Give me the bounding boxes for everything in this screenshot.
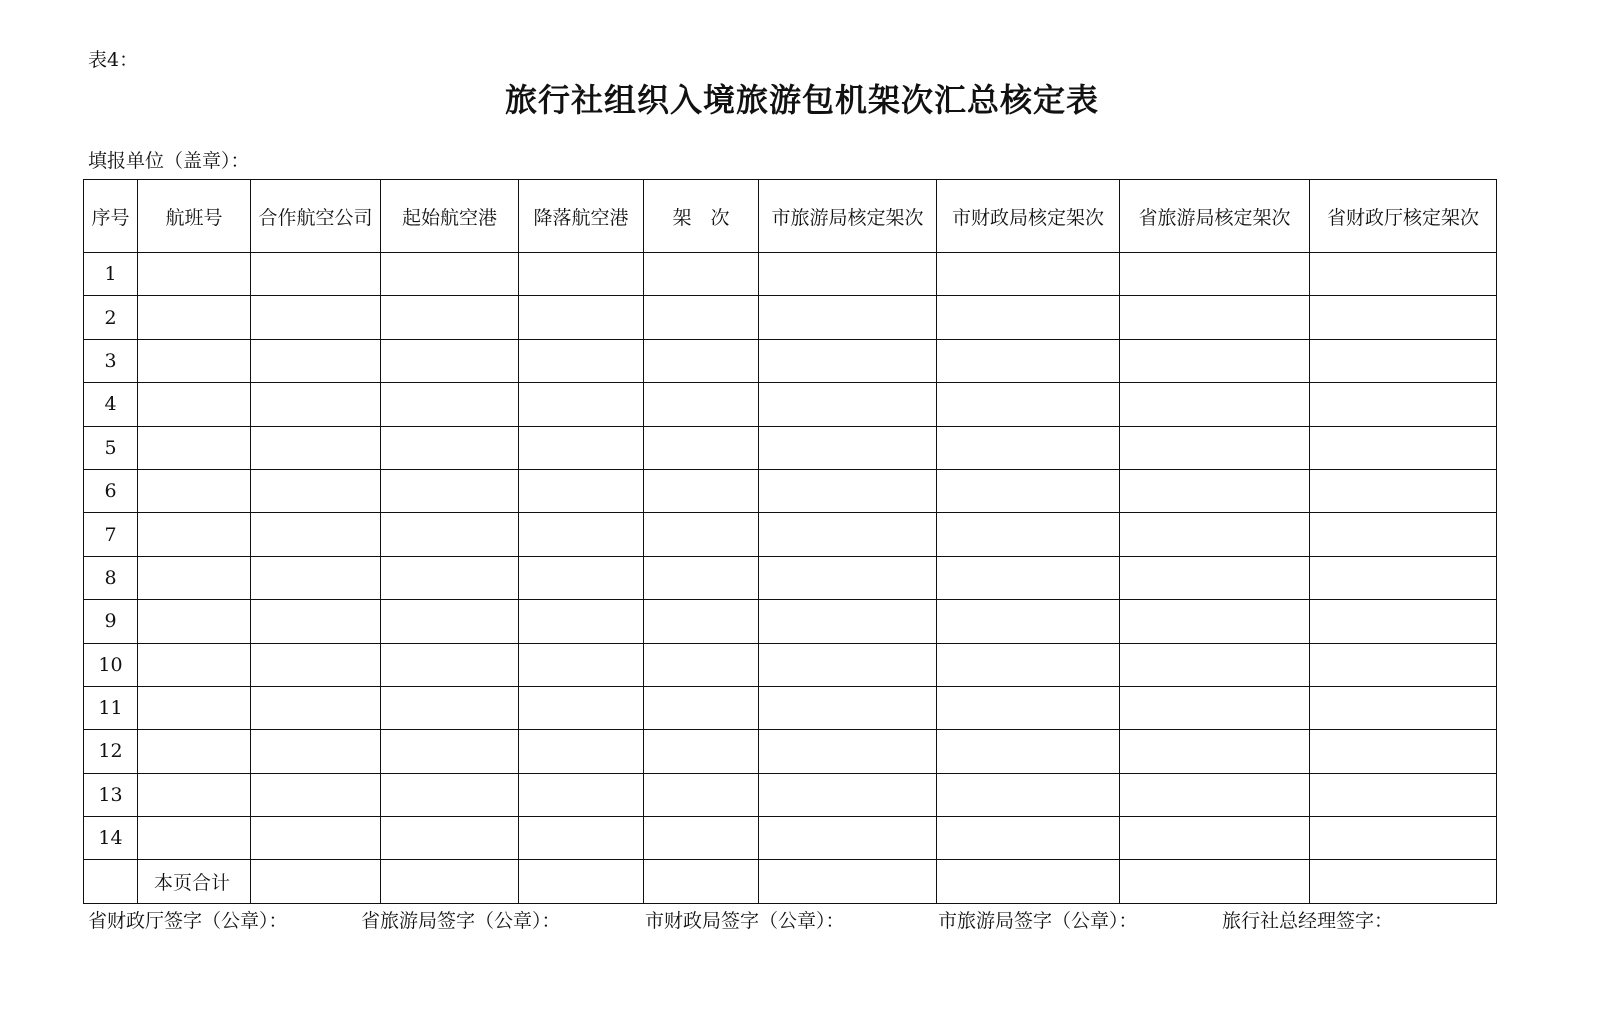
header-destination-airport: 降落航空港	[519, 180, 644, 253]
total-origin-airport-cell[interactable]	[381, 860, 519, 903]
flight-number-cell[interactable]	[138, 556, 251, 599]
destination-airport-cell[interactable]	[519, 339, 644, 382]
seq-cell: 12	[84, 730, 138, 773]
province-finance-approved-cell[interactable]	[1310, 643, 1497, 686]
airline-cell[interactable]	[251, 643, 381, 686]
flight-number-cell[interactable]	[138, 253, 251, 296]
flights-cell[interactable]	[644, 643, 759, 686]
table-row	[84, 253, 1497, 296]
province-finance-approved-cell[interactable]	[1310, 730, 1497, 773]
flights-cell[interactable]	[644, 383, 759, 426]
province-finance-approved-cell[interactable]	[1310, 339, 1497, 382]
province-finance-approved-cell[interactable]	[1310, 600, 1497, 643]
province-tourism-approved-cell[interactable]	[1120, 383, 1310, 426]
table-row	[84, 296, 1497, 339]
charter-flight-summary-table	[83, 179, 1497, 904]
table-row	[84, 469, 1497, 512]
total-province-finance-approved-cell[interactable]	[1310, 860, 1497, 903]
province-tourism-approved-cell[interactable]	[1120, 730, 1310, 773]
signature-bar	[0, 906, 1604, 936]
flights-cell[interactable]	[644, 817, 759, 860]
city-tourism-approved-cell[interactable]	[759, 296, 937, 339]
provincial-tourism-signature-label: 省旅游局签字（公章）：	[361, 910, 561, 932]
header-row	[84, 180, 1497, 253]
province-tourism-approved-cell[interactable]	[1120, 817, 1310, 860]
destination-airport-cell[interactable]	[519, 556, 644, 599]
city-finance-approved-cell[interactable]	[937, 339, 1120, 382]
flight-number-cell[interactable]	[138, 513, 251, 556]
province-tourism-approved-cell[interactable]	[1120, 426, 1310, 469]
airline-cell[interactable]	[251, 253, 381, 296]
total-destination-airport-cell[interactable]	[519, 860, 644, 903]
city-tourism-approved-cell[interactable]	[759, 686, 937, 729]
origin-airport-cell[interactable]	[381, 339, 519, 382]
flight-number-cell[interactable]	[138, 600, 251, 643]
seq-cell: 5	[84, 426, 138, 469]
flights-cell[interactable]	[644, 556, 759, 599]
flight-number-cell[interactable]	[138, 383, 251, 426]
agency-manager-signature-label: 旅行社总经理签字：	[1222, 910, 1394, 932]
destination-airport-cell[interactable]	[519, 383, 644, 426]
destination-airport-cell[interactable]	[519, 773, 644, 816]
airline-cell[interactable]	[251, 686, 381, 729]
city-finance-approved-cell[interactable]	[937, 643, 1120, 686]
city-finance-approved-cell[interactable]	[937, 426, 1120, 469]
flight-number-cell[interactable]	[138, 296, 251, 339]
flight-number-cell[interactable]	[138, 469, 251, 512]
origin-airport-cell[interactable]	[381, 686, 519, 729]
origin-airport-cell[interactable]	[381, 513, 519, 556]
province-tourism-approved-cell[interactable]	[1120, 339, 1310, 382]
flights-cell[interactable]	[644, 296, 759, 339]
seq-cell: 9	[84, 600, 138, 643]
table-row	[84, 686, 1497, 729]
city-tourism-approved-cell[interactable]	[759, 383, 937, 426]
page-total-label: 本页合计	[138, 860, 251, 903]
flight-number-cell[interactable]	[138, 426, 251, 469]
province-tourism-approved-cell[interactable]	[1120, 556, 1310, 599]
page-title: 旅行社组织入境旅游包机架次汇总核定表	[504, 81, 1099, 119]
total-city-tourism-approved-cell[interactable]	[759, 860, 937, 903]
table-row	[84, 773, 1497, 816]
seq-cell: 14	[84, 817, 138, 860]
table-row	[84, 426, 1497, 469]
destination-airport-cell[interactable]	[519, 730, 644, 773]
table-footer	[84, 860, 1497, 903]
header-city-tourism-approved: 市旅游局核定架次	[759, 180, 937, 253]
flight-number-cell[interactable]	[138, 773, 251, 816]
origin-airport-cell[interactable]	[381, 469, 519, 512]
destination-airport-cell[interactable]	[519, 643, 644, 686]
city-tourism-signature-label: 市旅游局签字（公章）：	[938, 910, 1138, 932]
header-city-finance-approved: 市财政局核定架次	[937, 180, 1120, 253]
city-tourism-approved-cell[interactable]	[759, 339, 937, 382]
destination-airport-cell[interactable]	[519, 686, 644, 729]
flight-number-cell[interactable]	[138, 686, 251, 729]
origin-airport-cell[interactable]	[381, 730, 519, 773]
origin-airport-cell[interactable]	[381, 643, 519, 686]
city-tourism-approved-cell[interactable]	[759, 556, 937, 599]
table-row	[84, 643, 1497, 686]
city-tourism-approved-cell[interactable]	[759, 426, 937, 469]
airline-cell[interactable]	[251, 339, 381, 382]
city-tourism-approved-cell[interactable]	[759, 817, 937, 860]
province-tourism-approved-cell[interactable]	[1120, 469, 1310, 512]
city-finance-approved-cell[interactable]	[937, 469, 1120, 512]
destination-airport-cell[interactable]	[519, 600, 644, 643]
city-finance-approved-cell[interactable]	[937, 513, 1120, 556]
destination-airport-cell[interactable]	[519, 296, 644, 339]
city-finance-approved-cell[interactable]	[937, 773, 1120, 816]
airline-cell[interactable]	[251, 817, 381, 860]
flight-number-cell[interactable]	[138, 730, 251, 773]
table-row	[84, 339, 1497, 382]
province-tourism-approved-cell[interactable]	[1120, 296, 1310, 339]
province-tourism-approved-cell[interactable]	[1120, 513, 1310, 556]
province-tourism-approved-cell[interactable]	[1120, 686, 1310, 729]
province-tourism-approved-cell[interactable]	[1120, 253, 1310, 296]
city-tourism-approved-cell[interactable]	[759, 600, 937, 643]
table-row	[84, 730, 1497, 773]
reporting-unit-label: 填报单位（盖章）：	[88, 150, 250, 172]
header-seq: 序号	[84, 180, 138, 253]
provincial-finance-signature-label: 省财政厅签字（公章）：	[88, 910, 288, 932]
city-finance-approved-cell[interactable]	[937, 556, 1120, 599]
province-finance-approved-cell[interactable]	[1310, 686, 1497, 729]
city-tourism-approved-cell[interactable]	[759, 730, 937, 773]
city-finance-approved-cell[interactable]	[937, 296, 1120, 339]
destination-airport-cell[interactable]	[519, 513, 644, 556]
city-finance-approved-cell[interactable]	[937, 383, 1120, 426]
airline-cell[interactable]	[251, 773, 381, 816]
province-finance-approved-cell[interactable]	[1310, 817, 1497, 860]
flights-cell[interactable]	[644, 600, 759, 643]
airline-cell[interactable]	[251, 469, 381, 512]
airline-cell[interactable]	[251, 513, 381, 556]
table-row	[84, 383, 1497, 426]
total-province-tourism-approved-cell[interactable]	[1120, 860, 1310, 903]
province-finance-approved-cell[interactable]	[1310, 426, 1497, 469]
seq-cell: 4	[84, 383, 138, 426]
origin-airport-cell[interactable]	[381, 296, 519, 339]
origin-airport-cell[interactable]	[381, 556, 519, 599]
city-tourism-approved-cell[interactable]	[759, 643, 937, 686]
province-tourism-approved-cell[interactable]	[1120, 773, 1310, 816]
header-origin-airport: 起始航空港	[381, 180, 519, 253]
seq-cell: 10	[84, 643, 138, 686]
flights-cell[interactable]	[644, 253, 759, 296]
province-finance-approved-cell[interactable]	[1310, 383, 1497, 426]
total-city-finance-approved-cell[interactable]	[937, 860, 1120, 903]
province-tourism-approved-cell[interactable]	[1120, 643, 1310, 686]
header-airline: 合作航空公司	[251, 180, 381, 253]
flight-number-cell[interactable]	[138, 339, 251, 382]
seq-cell: 1	[84, 253, 138, 296]
flights-cell[interactable]	[644, 686, 759, 729]
seq-cell: 13	[84, 773, 138, 816]
city-finance-approved-cell[interactable]	[937, 817, 1120, 860]
table-body	[84, 253, 1497, 860]
total-flights-cell[interactable]	[644, 860, 759, 903]
province-finance-approved-cell[interactable]	[1310, 296, 1497, 339]
origin-airport-cell[interactable]	[381, 426, 519, 469]
city-tourism-approved-cell[interactable]	[759, 253, 937, 296]
airline-cell[interactable]	[251, 296, 381, 339]
city-finance-approved-cell[interactable]	[937, 600, 1120, 643]
city-finance-approved-cell[interactable]	[937, 253, 1120, 296]
airline-cell[interactable]	[251, 730, 381, 773]
province-finance-approved-cell[interactable]	[1310, 513, 1497, 556]
airline-cell[interactable]	[251, 600, 381, 643]
table-header	[84, 180, 1497, 253]
seq-cell: 11	[84, 686, 138, 729]
city-finance-approved-cell[interactable]	[937, 686, 1120, 729]
airline-cell[interactable]	[251, 556, 381, 599]
total-airline-cell[interactable]	[251, 860, 381, 903]
province-finance-approved-cell[interactable]	[1310, 253, 1497, 296]
destination-airport-cell[interactable]	[519, 426, 644, 469]
destination-airport-cell[interactable]	[519, 469, 644, 512]
destination-airport-cell[interactable]	[519, 817, 644, 860]
flights-cell[interactable]	[644, 773, 759, 816]
header-province-finance-approved: 省财政厅核定架次	[1310, 180, 1497, 253]
flights-cell[interactable]	[644, 730, 759, 773]
flights-cell[interactable]	[644, 339, 759, 382]
city-tourism-approved-cell[interactable]	[759, 773, 937, 816]
origin-airport-cell[interactable]	[381, 773, 519, 816]
airline-cell[interactable]	[251, 426, 381, 469]
airline-cell[interactable]	[251, 383, 381, 426]
flight-number-cell[interactable]	[138, 643, 251, 686]
header-flights: 架 次	[644, 180, 759, 253]
table-row	[84, 817, 1497, 860]
seq-cell: 6	[84, 469, 138, 512]
province-tourism-approved-cell[interactable]	[1120, 600, 1310, 643]
province-finance-approved-cell[interactable]	[1310, 469, 1497, 512]
province-finance-approved-cell[interactable]	[1310, 556, 1497, 599]
city-finance-signature-label: 市财政局签字（公章）：	[645, 910, 845, 932]
origin-airport-cell[interactable]	[381, 253, 519, 296]
city-tourism-approved-cell[interactable]	[759, 469, 937, 512]
origin-airport-cell[interactable]	[381, 383, 519, 426]
city-finance-approved-cell[interactable]	[937, 730, 1120, 773]
flights-cell[interactable]	[644, 513, 759, 556]
origin-airport-cell[interactable]	[381, 817, 519, 860]
table-row	[84, 556, 1497, 599]
header-flight-number: 航班号	[138, 180, 251, 253]
flights-cell[interactable]	[644, 469, 759, 512]
table-row	[84, 513, 1497, 556]
province-finance-approved-cell[interactable]	[1310, 773, 1497, 816]
origin-airport-cell[interactable]	[381, 600, 519, 643]
city-tourism-approved-cell[interactable]	[759, 513, 937, 556]
seq-cell: 3	[84, 339, 138, 382]
seq-cell: 7	[84, 513, 138, 556]
flight-number-cell[interactable]	[138, 817, 251, 860]
seq-cell: 8	[84, 556, 138, 599]
flights-cell[interactable]	[644, 426, 759, 469]
seq-cell: 2	[84, 296, 138, 339]
table-number-label: 表4：	[88, 49, 139, 71]
header-province-tourism-approved: 省旅游局核定架次	[1120, 180, 1310, 253]
page-total-row	[84, 860, 1497, 903]
table-row	[84, 600, 1497, 643]
destination-airport-cell[interactable]	[519, 253, 644, 296]
total-seq-cell	[84, 860, 138, 903]
